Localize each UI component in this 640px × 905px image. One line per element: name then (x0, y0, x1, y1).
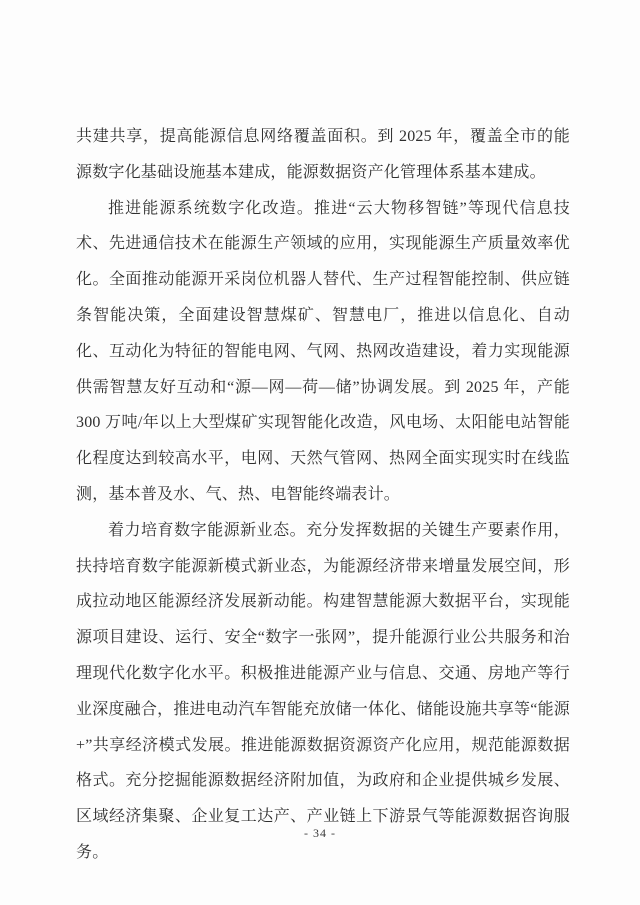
paragraph: 共建共享，提高能源信息网络覆盖面积。到 2025 年，覆盖全市的能源数字化基础设施基本建成，能源数据资产化管理体系基本建成。 (76, 128, 570, 181)
paragraph: 推进能源系统数字化改造。推进“云大物移智链”等现代信息技术、先进通信技术在能源生产领域的应用，实现能源生产质量效率优化。全面推动能源开采岗位机器人替代、生产过程智能控制、供应链条智能决策，全面建设智慧煤矿、智慧电厂，推进以信息化、自动化、互动化为特征的智能电网、气网、热网改造建设，着力实现能源供需智慧友好互动和“源—网—荷—储”协调发展。到 2025 年，产能 300 万吨/年以上大型煤矿实现智能化改造，风电场、太阳能电站智能化程度达到较高水平，电网、天然气管网、热网全面实现实时在线监测，基本普及水、气、热、电智能终端表计。 (76, 199, 570, 503)
paragraph: 着力培育数字能源新业态。充分发挥数据的关键生产要素作用，扶持培育数字能源新模式新业态，为能源经济带来增量发展空间，形成拉动地区能源经济发展新动能。构建智慧能源大数据平台，实现能源项目建设、运行、安全“数字一张网”，提升能源行业公共服务和治理现代化数字化水平。积极推进能源产业与信息、交通、房地产等行业深度融合，推进电动汽车智能充放储一体化、储能设施共享等“能源+”共享经济模式发展。推进能源数据资源资产化应用，规范能源数据格式。充分挖掘能源数据经济附加值，为政府和企业提供城乡发展、区域经济集聚、企业复工达产、产业链上下游景气等能源数据咨询服务。 (76, 521, 570, 861)
document-text-block (76, 119, 570, 871)
page-number: - 34 - (304, 826, 336, 840)
